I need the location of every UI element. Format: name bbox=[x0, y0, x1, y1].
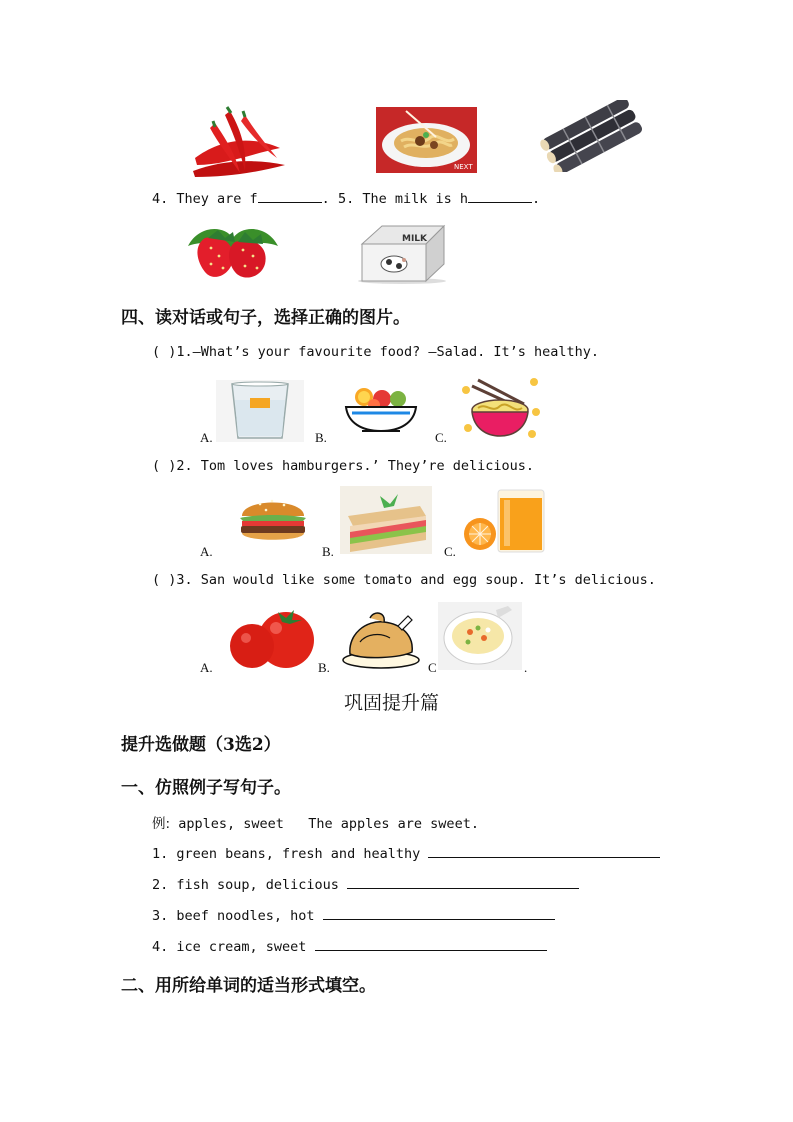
answer-line[interactable] bbox=[428, 843, 660, 858]
option-letter: B. bbox=[315, 430, 327, 445]
exercise-item-text: 3. beef noodles, hot bbox=[152, 908, 315, 924]
answer-paren-2[interactable]: ( ) bbox=[152, 458, 177, 474]
salad-bowl-icon bbox=[342, 385, 420, 435]
q5-end: . bbox=[532, 191, 541, 207]
q4-end: . bbox=[321, 191, 330, 207]
orange-juice-icon bbox=[460, 488, 548, 554]
noodles-plate-caption: NEXT bbox=[454, 163, 473, 171]
question-2 bbox=[152, 458, 534, 474]
example-prompt: apples, sweet bbox=[178, 816, 284, 832]
option-letter: C bbox=[428, 660, 437, 675]
example-line bbox=[152, 812, 479, 832]
exercise-item-3 bbox=[152, 905, 555, 924]
option-letter: A. bbox=[200, 430, 213, 445]
consolidation-subtitle: 提升选做题（3选2） bbox=[121, 735, 281, 755]
answer-paren-1[interactable]: ( ) bbox=[152, 344, 177, 360]
answer-line[interactable] bbox=[347, 874, 579, 889]
question-1-text: 1.—What’s your favourite food? —Salad. It’s healthy. bbox=[176, 344, 600, 360]
answer-line[interactable] bbox=[315, 936, 547, 951]
option-letter: A. bbox=[200, 544, 213, 559]
example-answer: The apples are sweet. bbox=[308, 816, 479, 832]
option-c-suffix: . bbox=[524, 660, 528, 675]
example-label: 例: bbox=[152, 816, 171, 832]
answer-line[interactable] bbox=[323, 905, 555, 920]
roast-chicken-icon bbox=[340, 606, 422, 670]
glass-of-water-icon bbox=[216, 380, 304, 442]
exercise-item-2 bbox=[152, 874, 579, 893]
red-chili-peppers-icon bbox=[185, 103, 290, 178]
consolidation-title: 巩固提升篇 bbox=[344, 692, 440, 714]
question-2-text: 2. Tom loves hamburgers.’ They’re delicious. bbox=[176, 458, 535, 474]
noodles-plate-icon bbox=[376, 107, 477, 173]
option-letter: B. bbox=[322, 544, 334, 559]
tomatoes-icon bbox=[224, 604, 320, 670]
q4-text: 4. They are f bbox=[152, 191, 258, 207]
exercise-item-4 bbox=[152, 936, 547, 955]
section1-heading: 一、仿照例子写句子。 bbox=[121, 778, 291, 798]
sandwich-icon bbox=[340, 486, 432, 554]
q5-text: 5. The milk is h bbox=[337, 191, 468, 207]
section2-heading: 二、用所给单词的适当形式填空。 bbox=[121, 976, 376, 996]
fill-blank-line-4-5 bbox=[152, 188, 540, 207]
section4-heading: 四、读对话或句子，选择正确的图片。 bbox=[121, 308, 410, 328]
noodle-bowl-icon bbox=[458, 372, 542, 442]
exercise-item-text: 4. ice cream, sweet bbox=[152, 939, 307, 955]
milk-carton-label: MILK bbox=[402, 234, 428, 244]
question-3 bbox=[152, 572, 656, 588]
strawberries-icon bbox=[183, 216, 281, 282]
milk-carton-icon bbox=[356, 224, 448, 284]
exercise-item-1 bbox=[152, 843, 660, 862]
hamburger-icon bbox=[236, 490, 310, 548]
q5-blank[interactable] bbox=[468, 188, 532, 203]
q4-blank[interactable] bbox=[258, 188, 322, 203]
soup-bowl-icon bbox=[438, 602, 522, 670]
option-letter: C. bbox=[444, 544, 456, 559]
question-3-text: 3. San would like some tomato and egg soup. It’s delicious. bbox=[176, 572, 656, 588]
option-letter: C. bbox=[435, 430, 447, 445]
option-letter: B. bbox=[318, 660, 330, 675]
sugarcane-icon bbox=[540, 100, 645, 172]
answer-paren-3[interactable]: ( ) bbox=[152, 572, 177, 588]
exercise-item-text: 1. green beans, fresh and healthy bbox=[152, 846, 421, 862]
question-1 bbox=[152, 344, 599, 360]
exercise-item-text: 2. fish soup, delicious bbox=[152, 877, 339, 893]
option-letter: A. bbox=[200, 660, 213, 675]
